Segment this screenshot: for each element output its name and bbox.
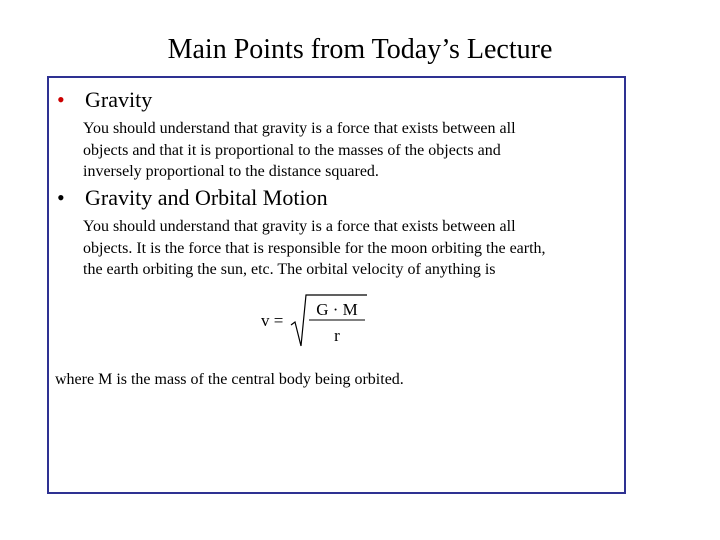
bullet-heading: Gravity and Orbital Motion bbox=[85, 185, 328, 210]
text-line: the earth orbiting the sun, etc. The orbital velocity of anything is bbox=[83, 261, 496, 278]
formula-lhs: v = bbox=[261, 311, 284, 330]
bullet-orbital-motion-text bbox=[83, 216, 618, 281]
footnote: where M is the mass of the central body being orbited. bbox=[55, 371, 404, 388]
text-line: You should understand that gravity is a force that exists between all bbox=[83, 120, 516, 137]
text-line: You should understand that gravity is a force that exists between all bbox=[83, 218, 516, 235]
bullet-dot: • bbox=[57, 87, 65, 112]
text-line: inversely proportional to the distance squared. bbox=[83, 163, 379, 180]
text-line: objects. It is the force that is responsible for the moon orbiting the earth, bbox=[83, 239, 546, 257]
content-box bbox=[47, 76, 626, 494]
formula-svg bbox=[259, 289, 369, 351]
formula-denominator: r bbox=[334, 326, 340, 345]
orbital-velocity-formula bbox=[259, 289, 369, 351]
bullet-gravity-text bbox=[83, 118, 618, 183]
bullet-dot: • bbox=[57, 185, 65, 210]
text-line: objects and that it is proportional to the masses of the objects and bbox=[83, 141, 501, 159]
formula-numerator: G · M bbox=[316, 300, 358, 319]
slide-title: Main Points from Today’s Lecture bbox=[167, 34, 553, 65]
bullet-heading: Gravity bbox=[85, 87, 153, 112]
